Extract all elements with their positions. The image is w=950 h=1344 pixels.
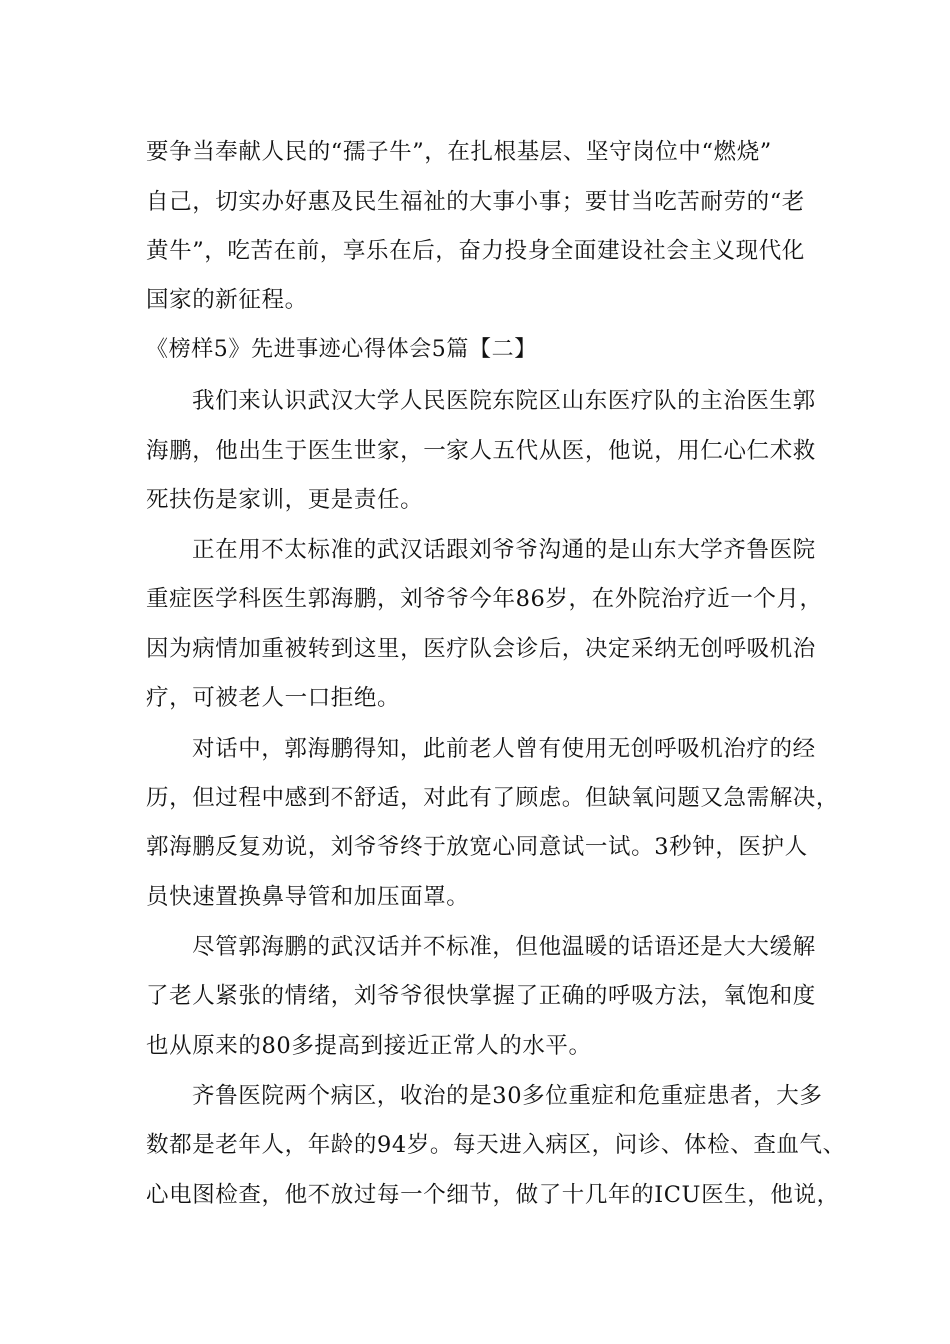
text-line: 郭海鹏反复劝说，刘爷爷终于放宽心同意试一试。3秒钟，医护人 xyxy=(146,834,808,860)
section-heading: 《榜样5》先进事迹心得体会5篇【二】 xyxy=(146,337,537,362)
paragraph-first-line: 齐鲁医院两个病区，收治的是30多位重症和危重症患者，大多 xyxy=(192,1083,823,1109)
paragraph-first-line: 我们来认识武汉大学人民医院东院区山东医疗队的主治医生郭 xyxy=(192,388,816,414)
text-line: 死扶伤是家训，更是责任。 xyxy=(146,487,424,513)
text-line: 数都是老年人，年龄的94岁。每天进入病区，问诊、体检、查血气、 xyxy=(146,1132,846,1158)
text-line: 要争当奉献人民的“孺子牛”，在扎根基层、坚守岗位中“燃烧” xyxy=(146,139,772,165)
text-line: 心电图检查，他不放过每一个细节，做了十几年的ICU医生，他说， xyxy=(146,1182,840,1208)
paragraph-first-line: 尽管郭海鹏的武汉话并不标准，但他温暖的话语还是大大缓解 xyxy=(192,934,816,960)
text-line: 历，但过程中感到不舒适，对此有了顾虑。但缺氧问题又急需解决， xyxy=(146,785,840,811)
text-line: 重症医学科医生郭海鹏，刘爷爷今年86岁，在外院治疗近一个月， xyxy=(146,586,823,612)
text-line: 员快速置换鼻导管和加压面罩。 xyxy=(146,884,470,910)
text-line: 自己，切实办好惠及民生福祉的大事小事；要甘当吃苦耐劳的“老 xyxy=(146,189,805,215)
paragraph-first-line: 正在用不太标准的武汉话跟刘爷爷沟通的是山东大学齐鲁医院 xyxy=(192,537,816,563)
text-line: 因为病情加重被转到这里，医疗队会诊后，决定采纳无创呼吸机治 xyxy=(146,636,816,662)
text-line: 海鹏，他出生于医生世家，一家人五代从医，他说，用仁心仁术救 xyxy=(146,438,816,464)
text-line: 黄牛”，吃苦在前，享乐在后，奋力投身全面建设社会主义现代化 xyxy=(146,238,805,264)
paragraph-first-line: 对话中，郭海鹏得知，此前老人曾有使用无创呼吸机治疗的经 xyxy=(192,736,816,762)
text-line: 疗，可被老人一口拒绝。 xyxy=(146,685,401,711)
text-line: 也从原来的80多提高到接近正常人的水平。 xyxy=(146,1033,592,1059)
text-line: 了老人紧张的情绪，刘爷爷很快掌握了正确的呼吸方法，氧饱和度 xyxy=(146,983,816,1009)
text-line: 国家的新征程。 xyxy=(146,287,308,313)
